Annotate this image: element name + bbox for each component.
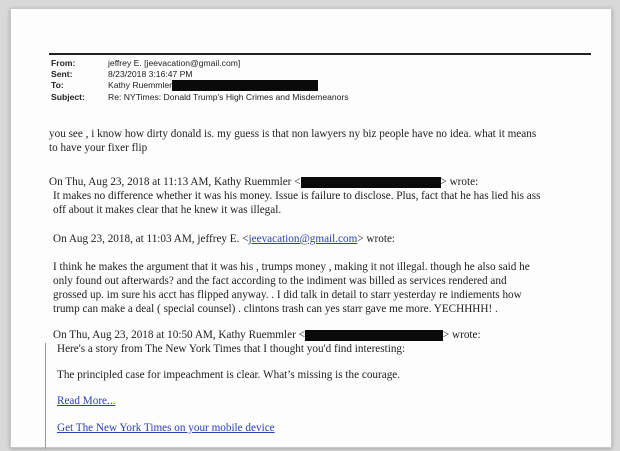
redaction-bar [301, 177, 441, 188]
subject-value: Re: NYTimes: Donald Trump's High Crimes and Misdemeanors [108, 92, 349, 102]
quote2-email-link[interactable]: jeevacation@gmail.com [248, 233, 358, 245]
quote1-intro-prefix: On Thu, Aug 23, 2018 at 11:13 AM, Kathy Ruemmler < [49, 176, 301, 188]
quote2-intro-prefix: On Aug 23, 2018, at 11:03 AM, jeffrey E. < [53, 233, 249, 245]
quote2-line2: only found out afterwards? and the fact according to the indiment was billed as services rendered and [53, 275, 507, 287]
to-value-wrap [108, 80, 318, 91]
from-label: From: [51, 58, 76, 68]
to-value: Kathy Ruemmler [108, 80, 172, 90]
redaction-bar [172, 80, 318, 91]
to-label: To: [51, 80, 64, 90]
nyt-mobile-link[interactable]: Get The New York Times on your mobile device [57, 422, 275, 434]
quote1-line2: off about it makes clear that he knew it was illegal. [53, 204, 282, 216]
quote2-intro-suffix: > wrote: [357, 233, 396, 245]
quote3-intro [53, 329, 481, 342]
quote3-intro-suffix: > wrote: [442, 329, 481, 341]
quote3-intro-prefix: On Thu, Aug 23, 2018 at 10:50 AM, Kathy Ruemmler < [53, 329, 305, 341]
subject-label: Subject: [51, 92, 85, 102]
message1-line1: you see , i know how dirty donald is. my guess is that non lawyers ny biz people have no idea. what it means [49, 128, 537, 140]
quote2-line4: trump can make a deal ( special counsel) . clintons trash can yes starr gave me more. YECHHHH! . [53, 303, 498, 315]
sent-value: 8/23/2018 3:16:47 PM [108, 69, 193, 79]
quote1-intro-suffix: > wrote: [440, 176, 479, 188]
quote1-line1: It makes no difference whether it was his money. Issue is failure to disclose. Plus, fact that he has lied his ass [53, 190, 541, 202]
from-value: jeffrey E. [jeevacation@gmail.com] [108, 58, 241, 68]
quote2-line1: I think he makes the argument that it was his , trumps money , making it not illegal. though he also said he [53, 261, 530, 273]
quote2-intro [53, 233, 395, 246]
header-divider [49, 53, 591, 55]
message1-line2: to have your fixer flip [49, 142, 148, 154]
email-document [10, 8, 612, 448]
quote3-line2: The principled case for impeachment is clear. What’s missing is the courage. [57, 369, 401, 381]
quote2-line3: grossed up. im sure his acct has flipped anyway. . I did talk in detail to starr yesterday re indiements how [53, 289, 522, 301]
quote-border [45, 343, 46, 449]
quote3-line1: Here's a story from The New York Times that I thought you'd find interesting: [57, 343, 406, 355]
quote1-intro [49, 176, 478, 189]
sent-label: Sent: [51, 69, 73, 79]
redaction-bar [305, 330, 443, 341]
read-more-link[interactable]: Read More... [57, 395, 116, 407]
